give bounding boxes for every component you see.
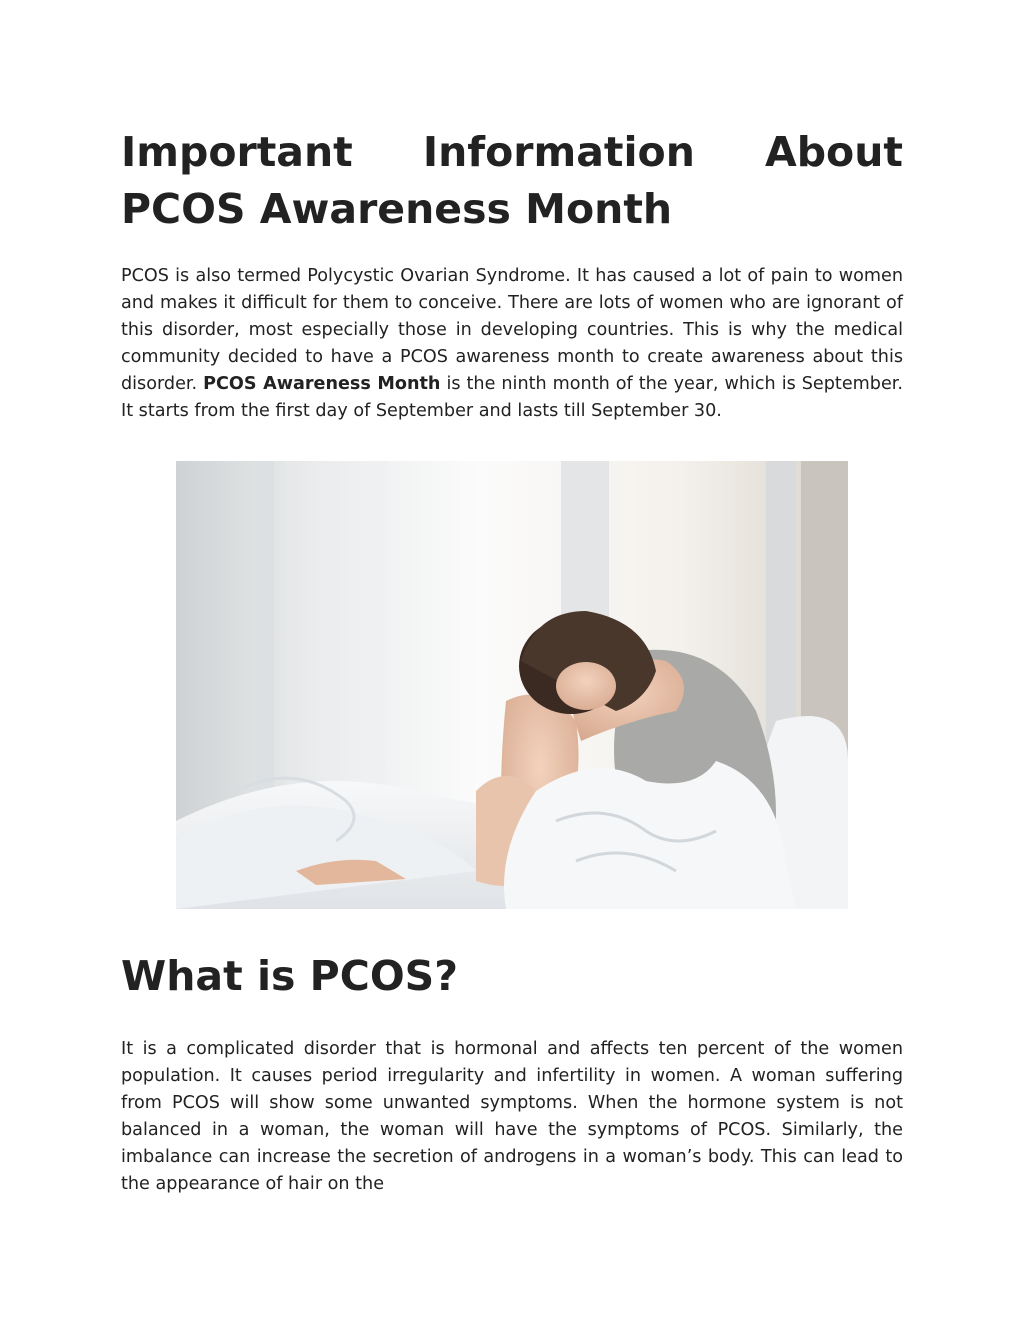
intro-text-start: PCOS is also termed Polycystic Ovarian Syndrome. It has caused a lot of pain to women and makes it difficult for them to conceive. There are lots of women who are ignorant of this disorder, most especially those in developing countries. This is why the medical community decided to have a PCOS awareness month to create awareness about this disorder. xyxy=(121,266,903,394)
article-photo xyxy=(176,461,848,909)
section-heading: What is PCOS? xyxy=(121,952,458,1000)
intro-paragraph xyxy=(121,263,903,425)
document-page xyxy=(121,124,903,1198)
section-paragraph: It is a complicated disorder that is hormonal and affects ten percent of the women population. It causes period irregularity and infertility in women. A woman suffering from PCOS will show some unwanted symptoms. When the hormone system is not balanced in a woman, the woman will have the symptoms of PCOS. Similarly, the imbalance can increase the secretion of androgens in a woman’s body. This can lead to the appearance of hair on the xyxy=(121,1039,903,1194)
article-title-line-1: Important Information About xyxy=(121,128,903,176)
article-title-line-2: PCOS Awareness Month xyxy=(121,185,673,233)
intro-text-end: is the ninth month of the year, which is September. It starts from the first day of September and lasts till September 30. xyxy=(121,374,903,421)
intro-bold-phrase: PCOS Awareness Month xyxy=(203,374,441,394)
article-title xyxy=(121,124,903,238)
photo-woman-on-bed xyxy=(176,461,848,909)
